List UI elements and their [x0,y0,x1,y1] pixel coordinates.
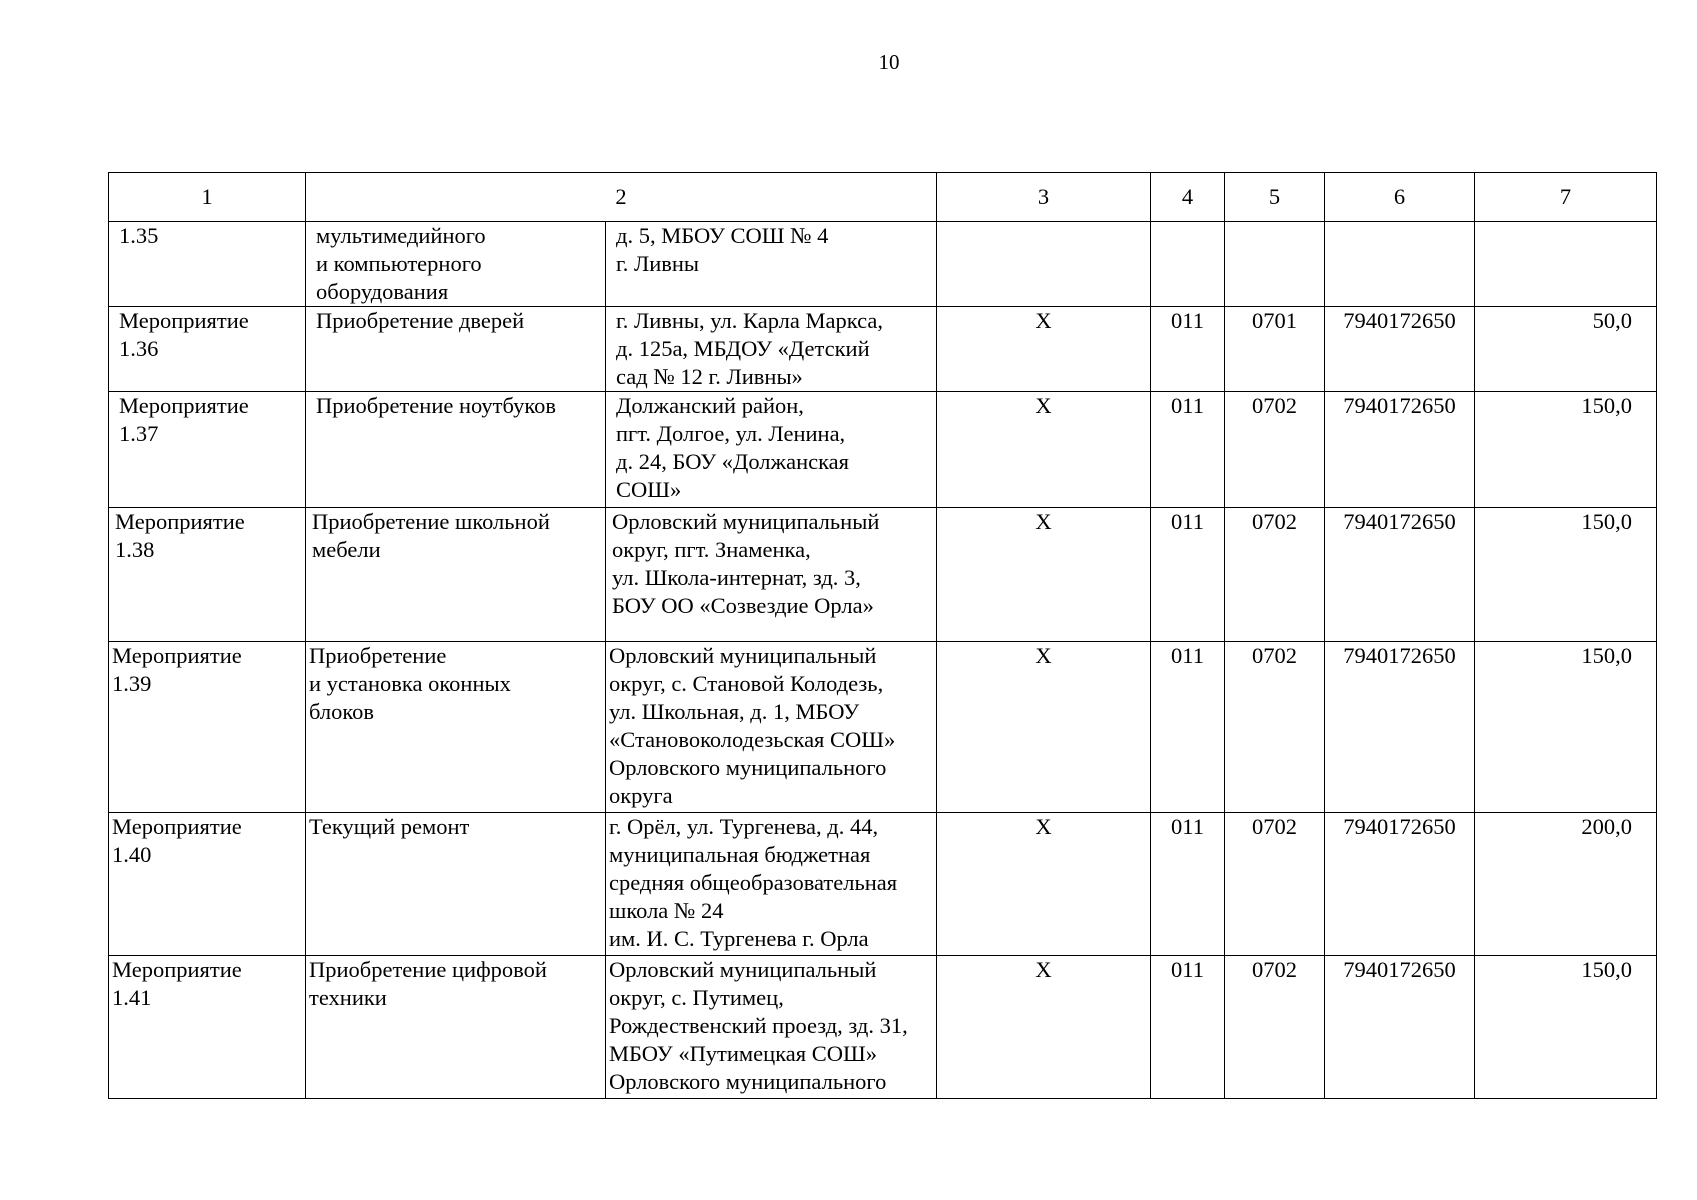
activity-name: Приобретение и установка оконных блоков [309,643,511,724]
x-mark: Х [1035,308,1052,333]
table-row [109,956,1657,1099]
target-article: 7940172650 [1343,643,1456,668]
target-article: 7940172650 [1343,957,1456,982]
section-code: 0702 [1252,957,1297,982]
activity-code: Мероприятие 1.40 [112,814,242,867]
activity-name: Приобретение ноутбуков [316,393,557,418]
activity-address: г. Ливны, ул. Карла Маркса, д. 125а, МБДОУ «Детский сад № 12 г. Ливны» [616,308,883,389]
header-cell: 7 [1475,173,1657,222]
table-row [109,813,1657,956]
activity-name: мультимедийного и компьютерного оборудования [316,223,486,304]
activity-address: Орловский муниципальный округ, с. Становой Колодезь, ул. Школьная, д. 1, МБОУ «Становоколодезьская СОШ» Орловского муниципального округа [609,643,896,808]
activity-code: Мероприятие 1.41 [112,957,242,1010]
grbs-code: 011 [1171,957,1204,982]
grbs-code: 011 [1171,814,1204,839]
x-mark: Х [1035,814,1052,839]
grbs-code: 011 [1171,393,1204,418]
activity-address: Орловский муниципальный округ, пгт. Знаменка, ул. Школа-интернат, зд. 3, БОУ ОО «Созвездие Орла» [612,509,880,618]
section-code: 0701 [1252,308,1297,333]
header-cell: 5 [1225,173,1325,222]
section-code: 0702 [1252,643,1297,668]
target-article: 7940172650 [1343,308,1456,333]
header-cell: 3 [937,173,1151,222]
activity-code: Мероприятие 1.39 [112,643,242,696]
x-mark: Х [1035,509,1052,534]
activity-address: Орловский муниципальный округ, с. Путимец, Рождественский проезд, зд. 31, МБОУ «Путимецкая СОШ» Орловского муниципального [609,957,908,1094]
activity-name: Текущий ремонт [309,814,470,839]
table-header-row [109,173,1657,222]
table-row [109,307,1657,392]
x-mark: Х [1035,643,1052,668]
amount: 150,0 [1581,509,1632,534]
table-row [109,392,1657,508]
activity-address: Должанский район, пгт. Долгое, ул. Ленина, д. 24, БОУ «Должанская СОШ» [616,393,850,502]
program-activities-table [108,172,1657,1099]
amount: 150,0 [1581,957,1632,982]
activity-code: Мероприятие 1.38 [115,509,245,562]
activity-name: Приобретение цифровой техники [309,957,547,1010]
x-mark: Х [1035,957,1052,982]
activity-name: Приобретение дверей [316,308,525,333]
target-article: 7940172650 [1343,393,1456,418]
header-cell: 2 [306,173,937,222]
table-row [109,508,1657,642]
page-number: 10 [878,50,900,74]
header-cell: 4 [1151,173,1225,222]
x-mark: Х [1035,393,1052,418]
section-code: 0702 [1252,509,1297,534]
grbs-code: 011 [1171,509,1204,534]
activity-code: 1.35 [119,223,159,248]
header-cell: 6 [1325,173,1475,222]
section-code: 0702 [1252,814,1297,839]
grbs-code: 011 [1171,643,1204,668]
table-row [109,222,1657,307]
activity-name: Приобретение школьной мебели [312,509,550,562]
section-code: 0702 [1252,393,1297,418]
amount: 200,0 [1581,814,1632,839]
target-article: 7940172650 [1343,509,1456,534]
activity-code: Мероприятие 1.37 [119,393,249,446]
amount: 150,0 [1581,393,1632,418]
amount: 50,0 [1592,308,1632,333]
activity-address: д. 5, МБОУ СОШ № 4 г. Ливны [616,223,829,276]
grbs-code: 011 [1171,308,1204,333]
activity-code: Мероприятие 1.36 [119,308,249,361]
target-article: 7940172650 [1343,814,1456,839]
amount: 150,0 [1581,643,1632,668]
table-row [109,642,1657,813]
activity-address: г. Орёл, ул. Тургенева, д. 44, муниципальная бюджетная средняя общеобразовательная школа № 24 им. И. С. Тургенева г. Орла [609,814,898,951]
header-cell: 1 [109,173,306,222]
